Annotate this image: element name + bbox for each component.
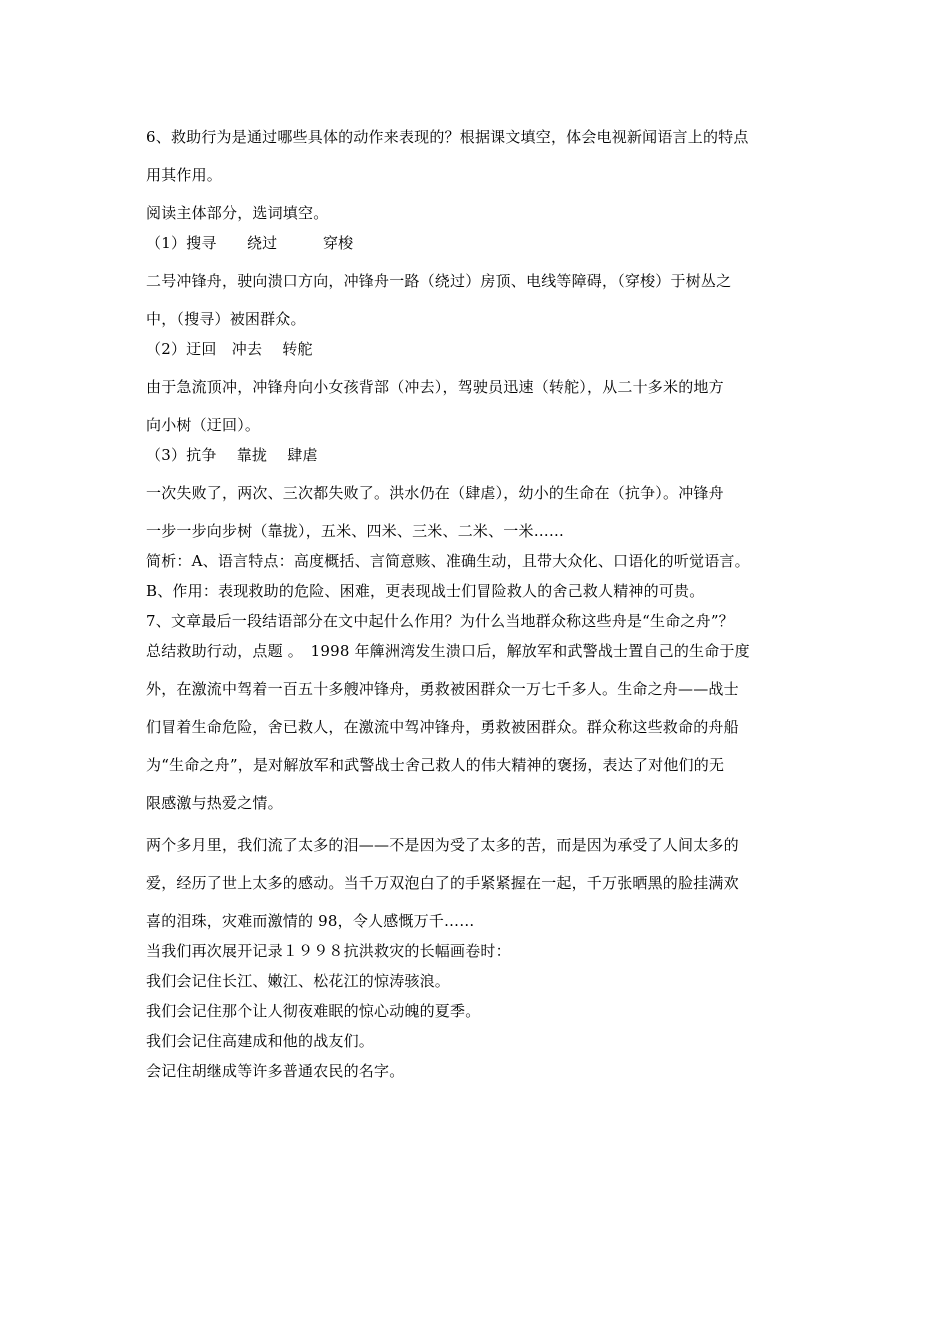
- remember-line-4: 会记住胡继成等许多普通农民的名字。: [146, 1062, 405, 1080]
- remember-line-1: 我们会记住长江、嫩江、松花江的惊涛骇浪。: [146, 972, 451, 990]
- fill-3-line-1: 一次失败了，两次、三次都失败了。洪水仍在（肆虐），幼小的生命在（抗争）。冲锋舟: [146, 484, 724, 502]
- answer-7-line-1: 总结救助行动，点题 。 1998 年簰洲湾发生溃口后，解放军和武警战士置自己的生命于度: [146, 642, 750, 660]
- answer-7-line-2: 外，在激流中驾着一百五十多艘冲锋舟，勇救被困群众一万七千多人。生命之舟——战士: [146, 680, 739, 698]
- remember-line-3: 我们会记住高建成和他的战友们。: [146, 1032, 375, 1050]
- fill-2-line-1: 由于急流顶冲，冲锋舟向小女孩背部（冲去），驾驶员迅速（转舵），从二十多米的地方: [146, 378, 724, 396]
- remember-line-2: 我们会记住那个让人彻夜难眠的惊心动魄的夏季。: [146, 1002, 481, 1020]
- closing-line-1: 两个多月里，我们流了太多的泪——不是因为受了太多的苦，而是因为承受了人间太多的: [146, 836, 739, 854]
- analysis-a: 简析：A、语言特点：高度概括、言简意赅、准确生动，且带大众化、口语化的听觉语言。: [146, 552, 750, 570]
- question-7: 7、文章最后一段结语部分在文中起什么作用？为什么当地群众称这些舟是“生命之舟”？: [146, 612, 734, 630]
- answer-7-line-3: 们冒着生命危险，舍已救人，在激流中驾冲锋舟，勇救被困群众。群众称这些救命的舟船: [146, 718, 739, 736]
- closing-line-2: 爱，经历了世上太多的感动。当千万双泡白了的手紧紧握在一起，千万张晒黑的脸挂满欢: [146, 874, 739, 892]
- answer-7-line-5: 限感激与热爱之情。: [146, 794, 283, 812]
- answer-7-line-4: 为“生命之舟”，是对解放军和武警战士舍己救人的伟大精神的褒扬，表达了对他们的无: [146, 756, 725, 774]
- instruction: 阅读主体部分，选词填空。: [146, 204, 329, 222]
- fill-2-line-2: 向小树（迂回）。: [146, 416, 261, 434]
- analysis-b: B、作用：表现救助的危险、困难，更表现战士们冒险救人的舍己救人精神的可贵。: [146, 582, 705, 600]
- fill-1-line-1: 二号冲锋舟，驶向溃口方向，冲锋舟一路（绕过）房顶、电线等障碍，（穿梭）于树丛之: [146, 272, 732, 290]
- word-group-1: （1）搜寻 绕过 穿梭: [146, 234, 354, 252]
- fill-1-line-2: 中，（搜寻）被困群众。: [146, 310, 306, 328]
- word-group-3: （3）抗争 靠拢 肆虐: [146, 446, 318, 464]
- word-group-2: （2）迂回 冲去 转舵: [146, 340, 313, 358]
- paragraph-gap: [146, 818, 816, 830]
- fill-3-line-2: 一步一步向步树（靠拢），五米、四米、三米、二米、一米……: [146, 522, 565, 540]
- document-page: [146, 122, 816, 1086]
- question-6: 6、救助行为是通过哪些具体的动作来表现的？根据课文填空，体会电视新闻语言上的特点: [146, 128, 749, 146]
- closing-line-3: 喜的泪珠，灾难而激情的 98，令人感慨万千……: [146, 912, 475, 930]
- closing-line-4: 当我们再次展开记录１９９８抗洪救灾的长幅画卷时：: [146, 942, 511, 960]
- question-6-cont: 用其作用。: [146, 166, 223, 184]
